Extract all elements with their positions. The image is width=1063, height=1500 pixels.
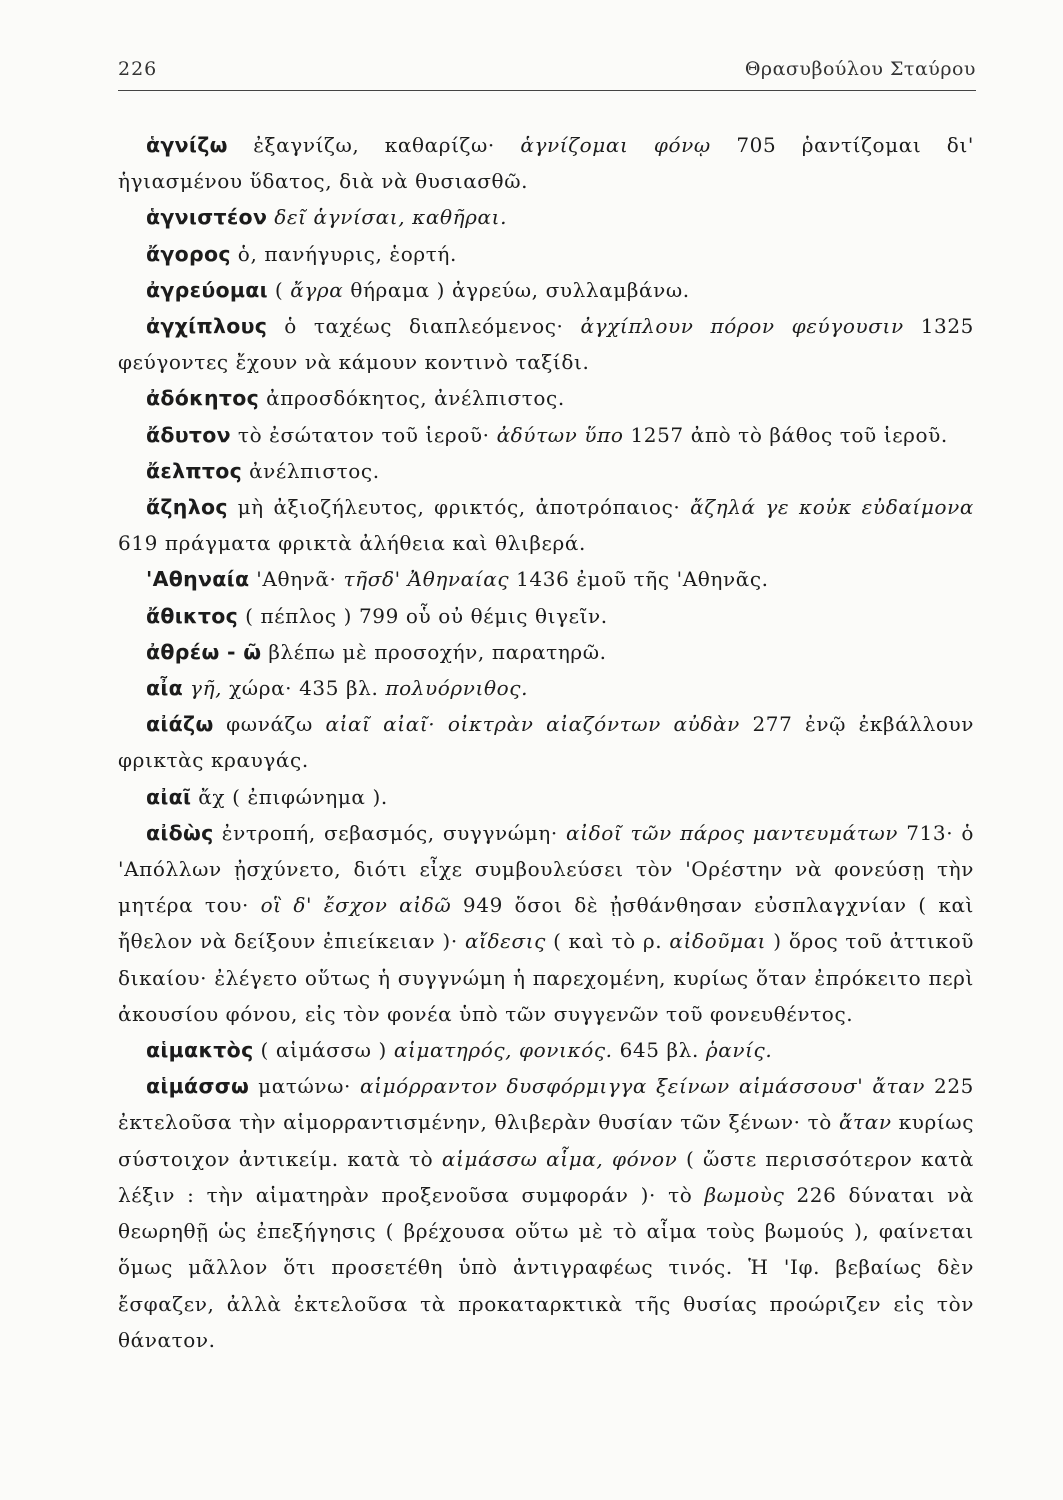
headword: ἀθρέω - ῶ xyxy=(146,639,262,664)
quote: ἀγχίπλουν πόρον φεύγουσιν xyxy=(580,314,904,339)
entry xyxy=(118,670,974,706)
quote: ἄζηλά γε κοὐκ εὐδαίμονα xyxy=(690,495,974,520)
definition-text: 225 ἐκτελοῦσα τὴν αἱμορραντισμένην, θλιβερὰν θυσίαν τῶν ξένων· τὸ xyxy=(118,1074,974,1135)
definition-text: μὴ ἀξιοζήλευτος, φρικτός, ἀποτρόπαιος· xyxy=(227,495,691,520)
entry xyxy=(118,561,974,597)
entry xyxy=(118,706,974,778)
definition-text: βλέπω μὲ προσοχήν, παρατηρῶ. xyxy=(261,639,607,664)
definition-text: ( αἱμάσσω ) xyxy=(253,1038,394,1063)
headword: ἁγνιστέον xyxy=(146,205,268,230)
quote: αἰδοῖ τῶν πάρος μαντευμάτων xyxy=(566,820,899,845)
quote: τῆσδ' Ἀθηναίας xyxy=(343,567,510,592)
page-number: 226 xyxy=(118,58,158,80)
quote: αἱμόρραντον δυσφόρμιγγα ξείνων αἱμάσσουσ' ἄταν xyxy=(360,1074,925,1099)
definition-text: ) ὅρος τοῦ ἀττικοῦ δικαίου· ἐλέγετο οὕτως ἡ συγγνώμη ἡ παρεχομένη, κυρίως ὅταν ἐπρόκειτο περὶ ἀκουσίου φόνου, εἰς τὸν φονέα ὑπὸ τῶν συγγενῶν τοῦ φονευθέντος. xyxy=(118,929,974,1026)
glossary-body xyxy=(118,127,974,1358)
definition-text: ( xyxy=(267,277,291,302)
headword: ἁγνίζω xyxy=(146,133,228,157)
entry xyxy=(118,634,974,670)
definition-text: ( ὥστε περισσότερον κατὰ λέξιν : τὴν αἱματηρὰν προξενοῦσα συμφοράν )· τὸ xyxy=(118,1146,974,1207)
entry xyxy=(118,380,974,416)
headword: ἄθικτος xyxy=(146,603,239,628)
definition-text: 1325 φεύγοντες ἔχουν νὰ κάμουν κοντινὸ ταξίδι. xyxy=(118,314,974,375)
definition-text: κυρίως σύστοιχον ἀντικείμ. κατὰ τὸ xyxy=(118,1110,974,1171)
entry xyxy=(118,272,974,308)
quote: αἱμάσσω αἷμα, φόνον xyxy=(441,1146,678,1171)
entry xyxy=(118,598,974,634)
definition-text: ἐξαγνίζω, καθαρίζω· xyxy=(227,133,521,157)
definition-text: ματώνω· xyxy=(249,1074,361,1099)
headword: αἰάζω xyxy=(146,712,214,737)
quote: ῥανίς. xyxy=(705,1038,773,1063)
entry xyxy=(118,308,974,380)
entry xyxy=(118,127,974,199)
headword: ἄγορος xyxy=(146,241,231,266)
definition-text: θήραμα ) ἀγρεύω, συλλαμβάνω. xyxy=(343,277,690,302)
quote: ἀδύτων ὕπο xyxy=(496,422,624,447)
definition-text: ἐντροπή, σεβασμός, συγγνώμη· xyxy=(213,820,567,845)
headword: ἄδυτον xyxy=(146,422,231,447)
header-rule xyxy=(118,90,976,91)
definition-text: 226 δύναται νὰ θεωρηθῇ ὡς ἐπεξήγησις ( βρέχουσα οὕτω μὲ τὸ αἷμα τοὺς βωμούς ), φαίνεται ὅμως μᾶλλον ὅτι προσετέθη ὑπὸ ἀντιγραφέως τινός. Ἡ 'Ιφ. βεβαίως δὲν ἔσφαζεν, ἀλλὰ ἐκτελοῦσα τὰ προκαταρκτικὰ τῆς θυσίας προώριζεν εἰς τὸν θάνατον. xyxy=(118,1182,974,1352)
quote: οἳ δ' ἔσχον αἰδῶ xyxy=(260,893,452,918)
definition-text: 713· ὁ 'Απόλλων ᾐσχύνετο, διότι εἶχε συμβουλεύσει τὸν 'Ορέστην νὰ φονεύσῃ τὴν μητέρα του· xyxy=(118,820,974,918)
definition-text: 949 ὅσοι δὲ ᾐσθάνθησαν εὐσπλαγχνίαν ( καὶ ἤθελον νὰ δείξουν ἐπιείκειαν )· xyxy=(118,893,974,954)
headword: αἱμάσσω xyxy=(146,1074,250,1099)
definition-text: 277 ἐνῷ ἐκβάλλουν φρικτὰς κραυγάς. xyxy=(118,712,975,773)
definition-text: ( πέπλος ) 799 οὗ οὐ θέμις θιγεῖν. xyxy=(238,603,608,628)
entry xyxy=(118,199,974,235)
definition-text: 619 πράγματα φρικτὰ ἀλήθεια καὶ θλιβερά. xyxy=(118,531,586,556)
definition-text: ( καὶ τὸ ρ. xyxy=(545,929,670,954)
quote: ἁγνίζομαι φόνῳ xyxy=(520,133,711,157)
entry xyxy=(118,417,974,453)
definition-text: ἄχ ( ἐπιφώνημα ). xyxy=(191,784,388,809)
entry xyxy=(118,815,974,1032)
quote: γῆ, xyxy=(190,676,223,701)
running-header xyxy=(118,58,976,90)
definition-text: ἀνέλπιστος. xyxy=(242,458,380,483)
definition-text: χώρα· 435 βλ. xyxy=(222,676,386,701)
headword: ἀδόκητος xyxy=(146,386,260,411)
entry xyxy=(118,1068,974,1358)
definition-text: ὁ, πανήγυρις, ἑορτή. xyxy=(230,241,457,266)
headword: ἄζηλος xyxy=(146,495,228,520)
quote: αἴδεσις xyxy=(464,929,546,954)
definition-text: 1436 ἐμοῦ τῆς 'Αθηνᾶς. xyxy=(509,567,769,592)
definition-text: 705 ῥαντίζομαι δι' ἡγιασμένου ὕδατος, διὰ νὰ θυσιασθῶ. xyxy=(118,133,974,194)
definition-text: 645 βλ. xyxy=(612,1038,706,1063)
entry xyxy=(118,453,974,489)
quote: πολυόρνιθος. xyxy=(385,676,529,701)
definition-text: τὸ ἐσώτατον τοῦ ἱεροῦ· xyxy=(230,422,497,447)
headword: αἰαῖ xyxy=(146,784,192,809)
entry xyxy=(118,489,974,561)
definition-text: ἀπροσδόκητος, ἀνέλπιστος. xyxy=(259,386,565,411)
headword: αἱμακτὸς xyxy=(146,1038,254,1063)
quote: ἄταν xyxy=(838,1110,892,1135)
definition-text: 'Αθηνᾶ· xyxy=(249,567,344,592)
headword: 'Αθηναία xyxy=(146,567,250,592)
quote: αἰδοῦμαι xyxy=(669,929,767,954)
quote: δεῖ ἁγνίσαι, καθῆραι. xyxy=(274,205,508,230)
quote: ἄγρα xyxy=(290,277,344,302)
headword: ἀγρεύομαι xyxy=(146,277,268,302)
definition-text: φωνάζω xyxy=(213,712,326,737)
headword: ἄελπτος xyxy=(146,458,243,483)
entry xyxy=(118,1032,974,1068)
definition-text: 1257 ἀπὸ τὸ βάθος τοῦ ἱεροῦ. xyxy=(623,422,948,447)
entry xyxy=(118,779,974,815)
quote: βωμοὺς xyxy=(704,1182,785,1207)
headword: αἶα xyxy=(146,676,184,701)
quote: αἱματηρός, φονικός. xyxy=(393,1038,613,1063)
definition-text xyxy=(183,676,190,700)
quote: αἰαῖ αἰαῖ· οἰκτρὰν αἰαζόντων αὐδὰν xyxy=(325,712,740,737)
definition-text: ὁ ταχέως διαπλεόμενος· xyxy=(267,314,581,339)
running-title: Θρασυβούλου Σταύρου xyxy=(744,58,976,80)
headword: ἀγχίπλους xyxy=(146,314,268,339)
headword: αἰδὼς xyxy=(146,820,214,845)
entry xyxy=(118,236,974,272)
